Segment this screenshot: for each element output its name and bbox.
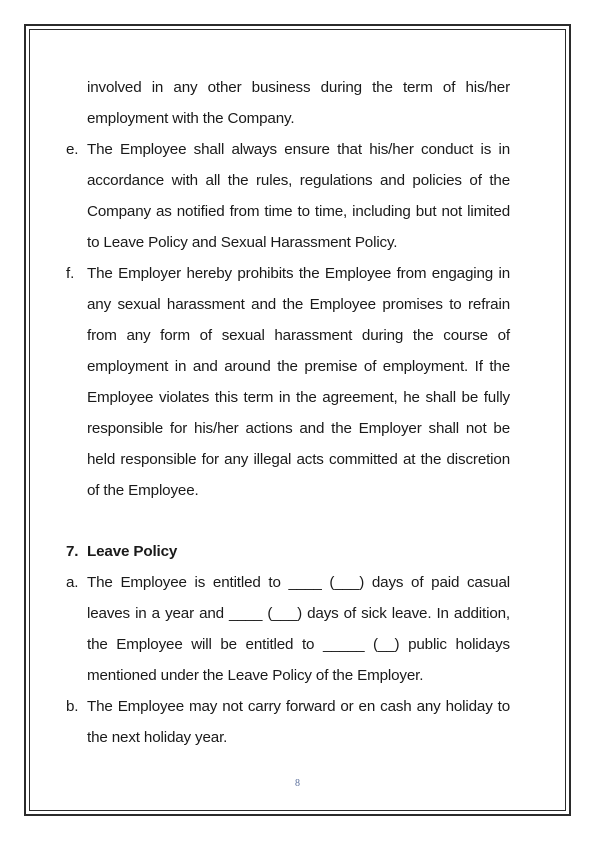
list-marker: b. — [66, 698, 79, 715]
section-title: Leave Policy — [87, 543, 178, 560]
section-heading — [66, 536, 510, 567]
section-number: 7. — [66, 543, 79, 560]
list-item-a — [66, 567, 510, 691]
page-number: 8 — [295, 778, 300, 789]
list-item-text: The Employee shall always ensure that his/her conduct is in accordance with all the rules, regulations and policies of the Company as notified from time to time, including but not limited to Leave Policy and Sexual Harassment Policy. — [87, 141, 510, 251]
document-body — [66, 72, 510, 753]
list-marker: e. — [66, 141, 79, 158]
list-item-b — [66, 691, 510, 753]
continuation-paragraph — [66, 72, 510, 134]
list-marker: a. — [66, 574, 79, 591]
list-item-text: The Employee is entitled to ____ (___) days of paid casual leaves in a year and ____ (___) days of sick leave. In addition, the Employee will be entitled to _____ (__) public holidays mentioned under the Leave Policy of the Employer. — [87, 574, 510, 684]
list-item-f — [66, 258, 510, 506]
list-item-e — [66, 134, 510, 258]
list-marker: f. — [66, 265, 75, 282]
paragraph-text: involved in any other business during the term of his/her employment with the Company. — [87, 79, 510, 127]
list-item-text: The Employee may not carry forward or en cash any holiday to the next holiday year. — [87, 698, 510, 746]
list-item-text: The Employer hereby prohibits the Employee from engaging in any sexual harassment and the Employee promises to refrain from any form of sexual harassment during the course of employment in and around the premise of employment. If the Employee violates this term in the agreement, he shall be fully responsible for his/her actions and the Employer shall not be held responsible for any illegal acts committed at the discretion of the Employee. — [87, 265, 510, 499]
